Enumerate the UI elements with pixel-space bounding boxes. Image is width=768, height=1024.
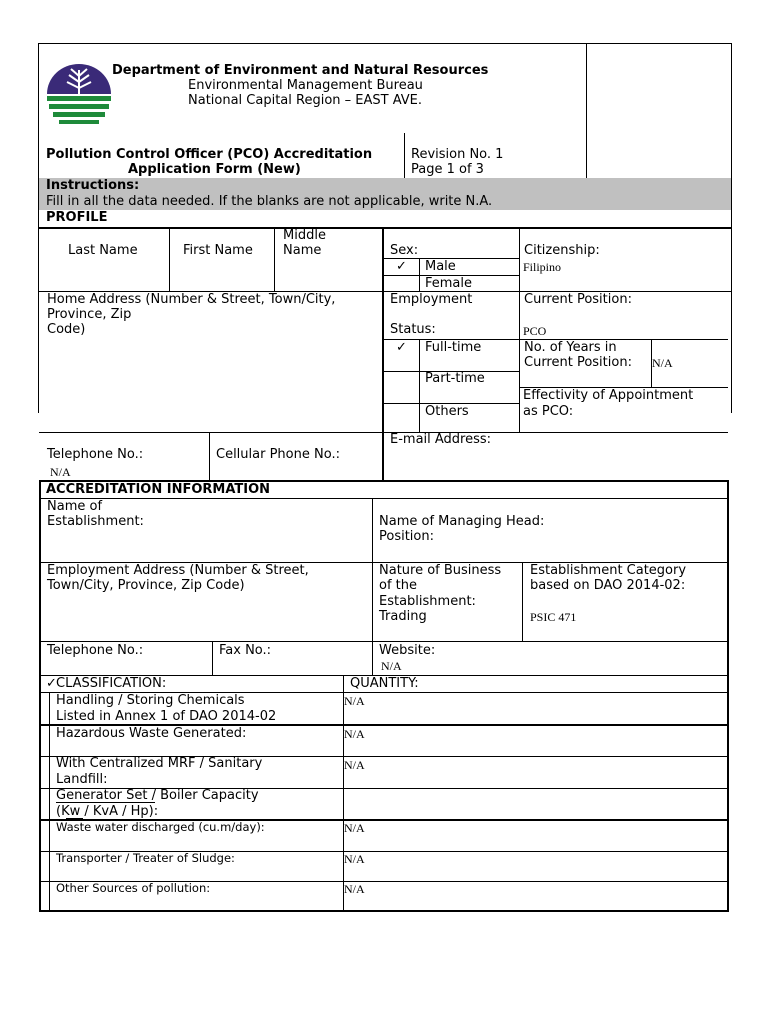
middle-name-label-1: Middle xyxy=(283,228,326,243)
male-option: Male xyxy=(425,259,456,274)
class-row-hazardous: Hazardous Waste Generated: xyxy=(56,726,247,741)
revision-number: Revision No. 1 xyxy=(411,147,504,162)
class-row-chemicals-1: Handling / Storing Chemicals xyxy=(56,693,245,708)
form-title-line1: Pollution Control Officer (PCO) Accreditation xyxy=(46,147,373,162)
class-row-chemicals-qty: N/A xyxy=(344,694,365,708)
telephone-value: N/A xyxy=(50,465,71,479)
class-row-other-qty: N/A xyxy=(344,882,365,896)
class-row-wastewater-qty: N/A xyxy=(344,821,365,835)
home-address-label-2: Province, Zip xyxy=(47,307,132,322)
class-row-mrf-2: Landfill: xyxy=(56,772,108,787)
years-value: N/A xyxy=(652,356,673,370)
current-position-label: Current Position: xyxy=(524,292,632,307)
nature-label-1: Nature of Business xyxy=(379,563,502,578)
nature-label-3: Establishment: xyxy=(379,594,476,609)
establishment-label-1: Name of xyxy=(47,499,103,514)
position-label: Position: xyxy=(379,529,434,544)
instructions-label: Instructions: xyxy=(46,178,140,193)
denr-logo xyxy=(45,62,113,126)
class-row-hazardous-qty: N/A xyxy=(344,727,365,741)
cellular-label: Cellular Phone No.: xyxy=(216,447,340,462)
accreditation-heading: ACCREDITATION INFORMATION xyxy=(46,482,271,497)
first-name-label: First Name xyxy=(183,243,253,258)
page-number: Page 1 of 3 xyxy=(411,162,484,177)
part-time-option: Part-time xyxy=(425,371,485,386)
full-time-option: Full-time xyxy=(425,340,482,355)
effectivity-label-1: Effectivity of Appointment xyxy=(523,388,694,403)
full-time-check[interactable]: ✓ xyxy=(396,340,407,355)
nature-label-2: of the xyxy=(379,578,417,593)
employment-address-label-1: Employment Address (Number & Street, xyxy=(47,563,309,578)
class-row-mrf-1: With Centralized MRF / Sanitary xyxy=(56,756,263,771)
employment-status-label-1: Employment xyxy=(390,292,473,307)
bureau-name: Environmental Management Bureau xyxy=(188,78,423,93)
department-name: Department of Environment and Natural Resources xyxy=(112,63,489,78)
class-row-mrf-qty: N/A xyxy=(344,758,365,772)
last-name-label: Last Name xyxy=(68,243,138,258)
profile-heading: PROFILE xyxy=(46,210,108,225)
class-row-wastewater: Waste water discharged (cu.m/day): xyxy=(56,820,265,834)
managing-head-label: Name of Managing Head: xyxy=(379,514,545,529)
middle-name-label-2: Name xyxy=(283,243,322,258)
male-check[interactable]: ✓ xyxy=(396,259,407,274)
effectivity-label-2: as PCO: xyxy=(523,404,574,419)
class-row-generator-2: (Kw / KvA / Hp): xyxy=(56,804,159,819)
years-label-2: Current Position: xyxy=(524,355,632,370)
home-address-label-3: Code) xyxy=(47,322,86,337)
class-row-sludge: Transporter / Treater of Sludge: xyxy=(56,851,235,865)
nature-value: Trading xyxy=(379,609,427,624)
region-name: National Capital Region – EAST AVE. xyxy=(188,93,423,108)
employment-status-label-2: Status: xyxy=(390,322,436,337)
website-label: Website: xyxy=(379,643,436,658)
class-row-generator-1: Generator Set / Boiler Capacity xyxy=(56,788,259,803)
others-option: Others xyxy=(425,404,469,419)
email-label: E-mail Address: xyxy=(390,432,492,447)
citizenship-label: Citizenship: xyxy=(524,243,600,258)
telephone-label: Telephone No.: xyxy=(47,447,144,462)
quantity-label: QUANTITY: xyxy=(350,676,419,691)
employment-address-label-2: Town/City, Province, Zip Code) xyxy=(47,578,245,593)
female-option: Female xyxy=(425,276,473,291)
instructions-text: Fill in all the data needed. If the blanks are not applicable, write N.A. xyxy=(46,194,493,209)
sex-label: Sex: xyxy=(390,243,419,258)
acc-telephone-label: Telephone No.: xyxy=(47,643,144,658)
home-address-label-1: Home Address (Number & Street, Town/City, xyxy=(47,292,336,307)
class-row-other: Other Sources of pollution: xyxy=(56,881,211,895)
citizenship-value: Filipino xyxy=(523,260,562,274)
website-value: N/A xyxy=(381,659,402,673)
class-row-chemicals-2: Listed in Annex 1 of DAO 2014-02 xyxy=(56,709,277,724)
classification-check[interactable]: ✓ xyxy=(46,676,57,691)
form-title-line2: Application Form (New) xyxy=(128,162,301,177)
establishment-label-2: Establishment: xyxy=(47,514,144,529)
current-position-value: PCO xyxy=(523,324,547,338)
category-label-2: based on DAO 2014-02: xyxy=(530,578,686,593)
years-label-1: No. of Years in xyxy=(524,340,617,355)
category-value: PSIC 471 xyxy=(530,610,577,624)
classification-label: CLASSIFICATION: xyxy=(56,676,167,691)
category-label-1: Establishment Category xyxy=(530,563,687,578)
class-row-sludge-qty: N/A xyxy=(344,852,365,866)
fax-label: Fax No.: xyxy=(219,643,272,658)
